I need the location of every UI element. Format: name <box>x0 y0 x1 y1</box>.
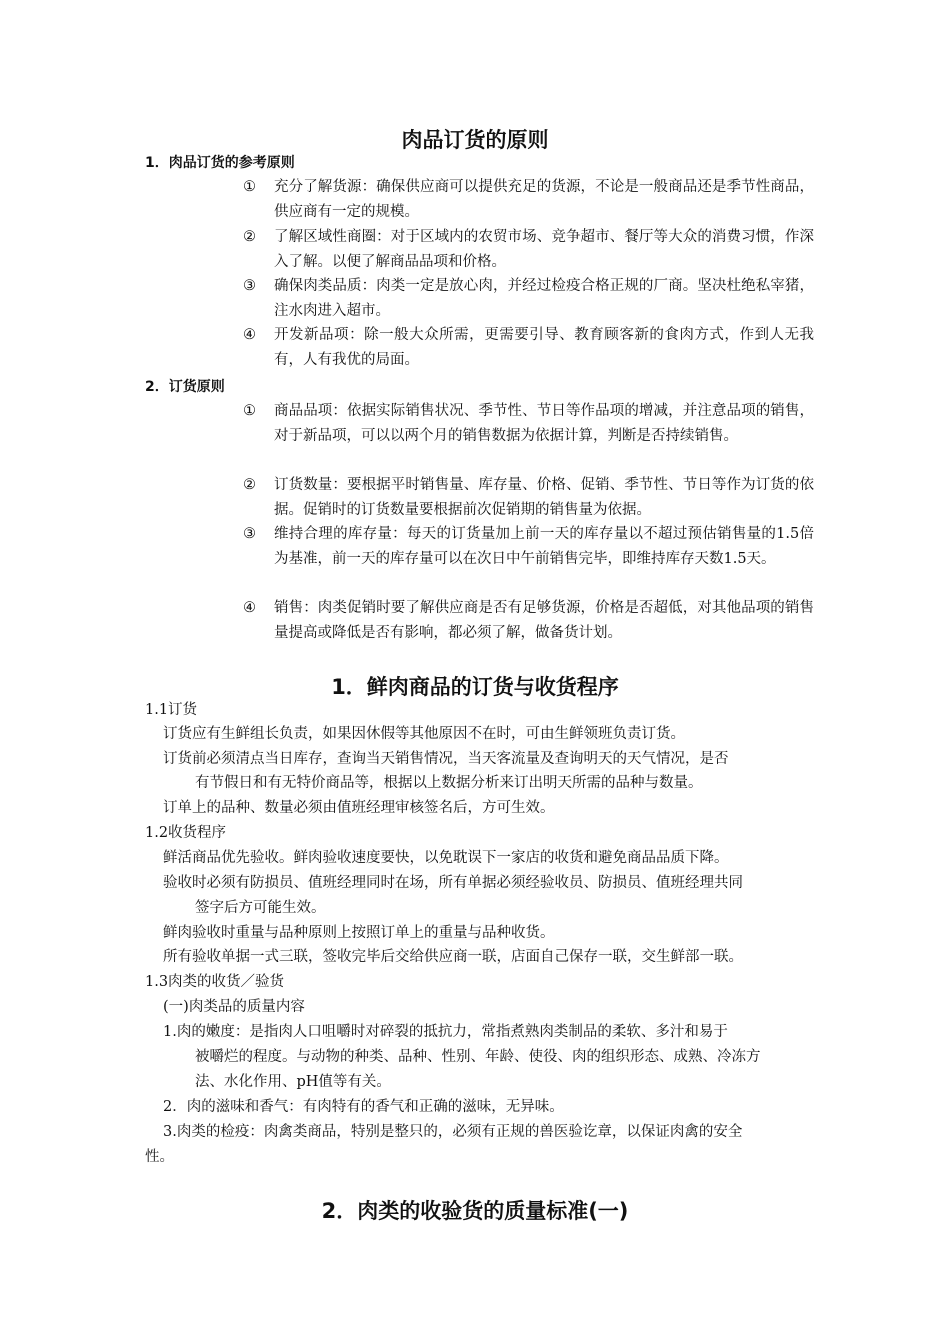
list-item-text: 销售：肉类促销时要了解供应商是否有足够货源，价格是否超低，对其他品项的销售量提高或降低是否有影响，都必须了解，做备货计划。 <box>274 600 814 641</box>
paragraph: 被嚼烂的程度。与动物的种类、品种、性别、年龄、使役、肉的组织形态、成熟、冷冻方 <box>195 1049 761 1065</box>
paragraph: 验收时必须有防损员、值班经理同时在场，所有单据必须经验收员、防损员、值班经理共同 <box>163 875 743 891</box>
list-item-text: 订货数量：要根据平时销售量、库存量、价格、促销、季节性、节日等作为订货的依据。促销时的订货数量要根据前次促销期的销售量为依据。 <box>274 477 814 518</box>
subsection-heading: 1.2收货程序 <box>145 825 227 841</box>
list-item-number: ② <box>243 477 256 493</box>
list-item-number: ③ <box>243 526 256 542</box>
paragraph: 3.肉类的检疫：肉禽类商品，特别是整只的，必须有正规的兽医验讫章，以保证肉禽的安全 <box>163 1124 743 1140</box>
subsection-heading: 1.3肉类的收货／验货 <box>145 974 285 990</box>
paragraph: 订货应有生鲜组长负责，如果因休假等其他原因不在时，可由生鲜领班负责订货。 <box>163 726 685 742</box>
paragraph: 订单上的品种、数量必须由值班经理审核签名后，方可生效。 <box>163 800 555 816</box>
paragraph: 1.肉的嫩度：是指肉人口咀嚼时对碎裂的抵抗力，常指煮熟肉类制品的柔软、多汁和易于 <box>163 1024 728 1040</box>
list-item-number: ① <box>243 403 256 419</box>
list-item-number: ① <box>243 179 256 195</box>
paragraph: 所有验收单据一式三联，签收完毕后交给供应商一联，店面自己保存一联，交生鲜部一联。 <box>163 949 743 965</box>
subsection-heading: 1.1订货 <box>145 702 198 718</box>
paragraph: 法、水化作用、pH值等有关。 <box>195 1074 391 1090</box>
paragraph: 性。 <box>145 1149 174 1165</box>
paragraph: 鲜肉验收时重量与品种原则上按照订单上的重量与品种收货。 <box>163 925 555 941</box>
paragraph: 鲜活商品优先验收。鲜肉验收速度要快，以免耽误下一家店的收货和避免商品品质下降。 <box>163 850 729 866</box>
sub-heading: (一)肉类品的质量内容 <box>163 999 305 1015</box>
chapter-title: 2．肉类的收验货的质量标准(一) <box>321 1199 629 1223</box>
list-item-text: 开发新品项：除一般大众所需，更需要引导、教育顾客新的食肉方式，作到人无我有，人有我优的局面。 <box>274 327 814 368</box>
list-item-number: ④ <box>243 327 256 343</box>
chapter-title: 1．鲜肉商品的订货与收货程序 <box>331 675 619 699</box>
list-item-text: 确保肉类品质：肉类一定是放心肉，并经过检疫合格正规的厂商。坚决杜绝私宰猪，注水肉进入超市。 <box>274 278 814 319</box>
list-item-text: 商品品项：依据实际销售状况、季节性、节日等作品项的增减，并注意品项的销售，对于新品项，可以以两个月的销售数据为依据计算，判断是否持续销售。 <box>274 403 814 444</box>
paragraph: 签字后方可能生效。 <box>195 900 326 916</box>
list-item-text: 了解区域性商圈：对于区域内的农贸市场、竞争超市、餐厅等大众的消费习惯，作深入了解。以便了解商品品项和价格。 <box>274 229 814 270</box>
section-heading-reference-principles: 1．肉品订货的参考原则 <box>145 155 295 171</box>
list-item-number: ④ <box>243 600 256 616</box>
list-item-number: ② <box>243 229 256 245</box>
paragraph: 2．肉的滋味和香气：有肉特有的香气和正确的滋味，无异味。 <box>163 1099 564 1115</box>
list-item-text: 充分了解货源：确保供应商可以提供充足的货源，不论是一般商品还是季节性商品，供应商有一定的规模。 <box>274 179 814 220</box>
paragraph: 有节假日和有无特价商品等，根据以上数据分析来订出明天所需的品种与数量。 <box>195 775 703 791</box>
paragraph: 订货前必须清点当日库存，查询当天销售情况，当天客流量及查询明天的天气情况，是否 <box>163 751 729 767</box>
list-item-text: 维持合理的库存量：每天的订货量加上前一天的库存量以不超过预估销售量的1.5倍为基准，前一天的库存量可以在次日中午前销售完毕，即维持库存天数1.5天。 <box>274 526 814 567</box>
section-heading-ordering-principles: 2．订货原则 <box>145 379 225 395</box>
list-item-number: ③ <box>243 278 256 294</box>
document-title: 肉品订货的原则 <box>401 128 549 152</box>
